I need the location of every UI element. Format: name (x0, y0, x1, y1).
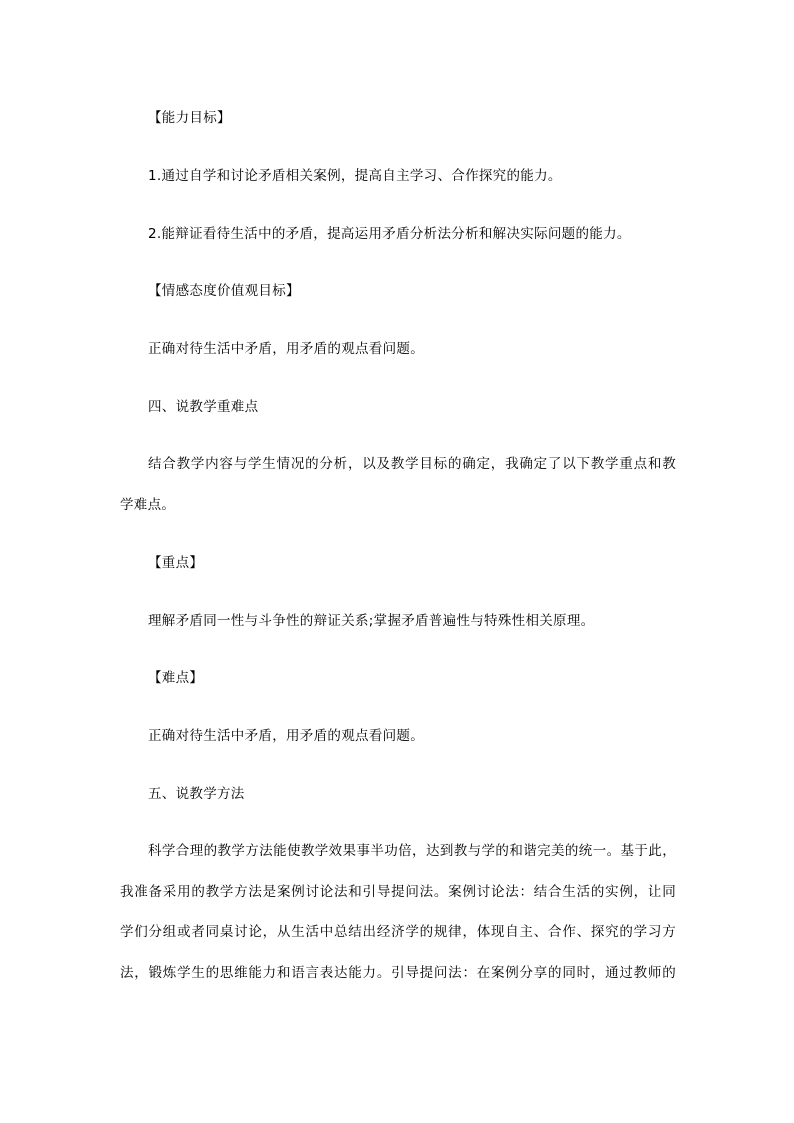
section-four-intro-line-1: 结合教学内容与学生情况的分析，以及教学目标的确定，我确定了以下教学重点和教 (148, 456, 676, 472)
difficulty-text: 正确对待生活中矛盾，用矛盾的观点看问题。 (148, 728, 424, 744)
section-five-title: 五、说教学方法 (148, 786, 245, 802)
key-point-text: 理解矛盾同一性与斗争性的辩证关系;掌握矛盾普遍性与特殊性相关原理。 (148, 613, 595, 629)
emotion-objective-heading: 【情感态度价值观目标】 (148, 283, 300, 299)
method-paragraph-line-1: 科学合理的教学方法能使教学效果事半功倍，达到教与学的和谐完美的统一。基于此， (148, 843, 676, 859)
difficulty-heading: 【难点】 (148, 670, 204, 686)
emotion-objective-text: 正确对待生活中矛盾，用矛盾的观点看问题。 (148, 341, 424, 357)
ability-objective-item-2: 2.能辩证看待生活中的矛盾，提高运用矛盾分析法分析和解决实际问题的能力。 (148, 226, 631, 242)
section-four-intro-line-2: 学难点。 (120, 497, 176, 513)
ability-objective-item-1: 1.通过自学和讨论矛盾相关案例，提高自主学习、合作探究的能力。 (148, 168, 562, 184)
method-paragraph-line-3: 学们分组或者同桌讨论，从生活中总结出经济学的规律，体现自主、合作、探究的学习方 (120, 924, 676, 940)
method-paragraph-line-2: 我准备采用的教学方法是案例讨论法和引导提问法。案例讨论法：结合生活的实例，让同 (120, 884, 676, 900)
section-four-title: 四、说教学重难点 (148, 399, 259, 415)
method-paragraph-line-4: 法，锻炼学生的思维能力和语言表达能力。引导提问法：在案例分享的同时，通过教师的 (120, 965, 676, 981)
ability-objective-heading: 【能力目标】 (148, 110, 231, 126)
key-point-heading: 【重点】 (148, 555, 204, 571)
